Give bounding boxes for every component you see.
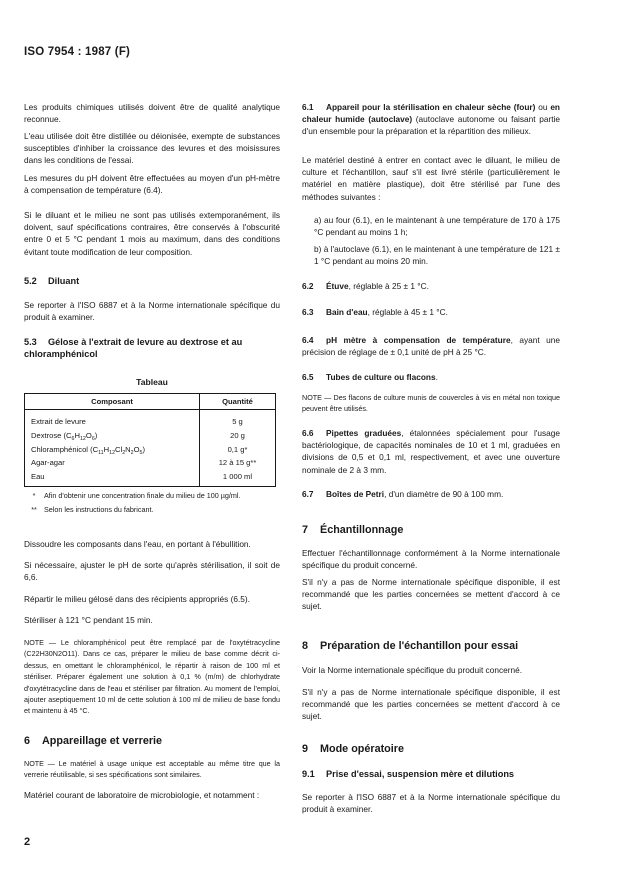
section-6-3: 6.3 Bain d'eau, réglable à 45 ± 1 °C. — [302, 307, 448, 317]
section-heading-9: 9 Mode opératoire — [302, 743, 404, 755]
table-cell: Extrait de levure — [25, 410, 200, 429]
table-header: Quantité — [200, 394, 276, 410]
section-6-4: 6.4 pH mètre à compensation de température, ayant une précision de réglage de ± 0,1 unité de pH à 25 °C. — [302, 335, 560, 358]
section-6-1: 6.1 Appareil pour la stérilisation en chaleur sèche (four) ou en chaleur humide (autoclave) (autoclave autonome ou faisant partie d'un ensemble pour la préparation et la répartition des milieux. — [302, 102, 560, 137]
table-cell: Chloramphénicol $(C_{11}H_{12}Cl_2N_2O_5)$ — [25, 443, 200, 457]
table-row — [25, 443, 276, 457]
composition-table-wrap — [24, 393, 280, 487]
document-header: ISO 7954 : 1987 (F) — [24, 46, 131, 58]
paragraph: S'il n'y a pas de Norme internationale spécifique disponible, il est recommandé que les parties concernées se mettent d'accord à ce sujet. — [302, 687, 560, 722]
section-6-6: 6.6 Pipettes graduées, étalonnées spécialement pour l'usage bactériologique, de capacités nominales de 10 et 1 ml, graduées en divisions de 0,5 et 0,1 ml, respectivement, et avec une ouverture nominale de 2 à 3 mm. — [302, 428, 560, 475]
paragraph: Stériliser à 121 °C pendant 15 min. — [24, 615, 153, 625]
list-item: b) à l'autoclave (6.1), en le maintenant à une température de 121 ± 1 °C pendant au moins 20 min. — [314, 244, 560, 267]
paragraph: Si le diluant et le milieu ne sont pas utilisés extemporanément, ils doivent, sauf spécifications contraires, être conservés à l'obscurité entre 0 et 5 °C pendant 1 mois au maximum, dans des conditions évitant toute modification de leur composition. — [24, 210, 280, 257]
paragraph: Effectuer l'échantillonnage conformément à la Norme internationale spécifique du produit concerné. — [302, 548, 560, 571]
footnote: ** Selon les instructions du fabricant. — [31, 504, 154, 514]
section-heading-7: 7 Échantillonnage — [302, 524, 404, 536]
table-header: Composant — [25, 394, 200, 410]
footnote: * Afin d'obtenir une concentration finale du milieu de 100 µg/ml. — [32, 491, 241, 500]
paragraph: Se reporter à l'ISO 6887 et à la Norme internationale spécifique du produit à examiner. — [24, 300, 280, 323]
note-6-5: NOTE — Des flacons de culture munis de couvercles à vis en métal non toxique peuvent être utilisés. — [302, 393, 560, 414]
paragraph: Les produits chimiques utilisés doivent être de qualité analytique reconnue. — [24, 102, 280, 125]
table-cell: 0,1 g* — [227, 444, 248, 454]
paragraph: Se reporter à l'ISO 6887 et à la Norme internationale spécifique du produit à examiner. — [302, 792, 560, 815]
section-heading-5-2: 5.2 Diluant — [24, 276, 80, 286]
table-title: Tableau — [136, 377, 168, 387]
section-heading-9-1: 9.1 Prise d'essai, suspension mère et dilutions — [302, 769, 515, 779]
table-cell: 20 g — [230, 430, 245, 440]
table-cell: 12 à 15 g** — [218, 458, 257, 468]
composition-table — [24, 393, 276, 487]
table-cell: 1 000 ml — [222, 472, 253, 482]
note-6: NOTE — Le matériel à usage unique est acceptable au même titre que la verrerie réutilisable, si ses spécifications sont similaires. — [24, 759, 280, 780]
paragraph: Les mesures du pH doivent être effectuées au moyen d'un pH-mètre à compensation de température (6.4). — [24, 173, 280, 196]
paragraph: Répartir le milieu gélosé dans des récipients appropriés (6.5). — [24, 594, 250, 604]
table-cell: Agar-agar — [25, 456, 200, 470]
section-6-7: 6.7 Boîtes de Petri, d'un diamètre de 90 à 100 mm. — [302, 489, 504, 499]
paragraph: Si nécessaire, ajuster le pH de sorte qu'après stérilisation, il soit de 6,6. — [24, 560, 280, 583]
table-row — [25, 456, 276, 470]
section-heading-5-3: 5.3 Gélose à l'extrait de levure au dextrose et au chloramphénicol — [24, 337, 243, 359]
table-cell: 5 g — [232, 417, 243, 426]
paragraph: L'eau utilisée doit être distillée ou déionisée, exempte de substances susceptibles d'inhiber la croissance des levures et des moisissures dans les conditions de l'essai. — [24, 131, 280, 166]
section-6-2: 6.2 Étuve, réglable à 25 ± 1 °C. — [302, 281, 429, 291]
table-row — [25, 429, 276, 443]
section-heading-6: 6 Appareillage et verrerie — [24, 735, 163, 747]
section-heading-8: 8 Préparation de l'échantillon pour essai — [302, 640, 519, 652]
table-cell: Dextrose $(C_6H_{12}O_6)$ — [25, 429, 200, 443]
table-row — [25, 410, 276, 429]
page-number: 2 — [24, 836, 31, 848]
note-5-3: NOTE — Le chloramphénicol peut être remplacé par de l'oxytétracycline (C22H30N2O11). Dans ce cas, préparer le milieu de base comme décrit ci-dessus, en omettant le chloramphénicol, le répartir à raison de 100 ml et stériliser. Préparer également une solution à 0,1 % (m/m) de chlorhydrate d'oxytétracycline dans de l'eau et stériliser par filtration. Au moment de l'emploi, ajouter aseptiquement 10 ml de cette solution à 100 ml de milieu de base fondu et maintenu à 45 °C. — [24, 638, 280, 716]
paragraph: Le matériel destiné à entrer en contact avec le diluant, le milieu de culture et l'échantillon, sauf s'il est livré stérile (particulièrement le matériel en matière plastique), doit être stérilisé par l'une des méthodes suivantes : — [302, 155, 560, 202]
section-6-5: 6.5 Tubes de culture ou flacons. — [302, 372, 438, 382]
paragraph: Voir la Norme internationale spécifique du produit concerné. — [302, 665, 522, 675]
list-item: a) au four (6.1), en le maintenant à une température de 170 à 175 °C pendant au moins 1 h; — [314, 215, 560, 238]
paragraph: Dissoudre les composants dans l'eau, en portant à l'ébullition. — [24, 539, 251, 549]
table-row — [25, 470, 276, 486]
paragraph: S'il n'y a pas de Norme internationale spécifique disponible, il est recommandé que les parties concernées se mettent d'accord à ce sujet. — [302, 577, 560, 612]
paragraph: Matériel courant de laboratoire de microbiologie, et notamment : — [24, 790, 260, 800]
table-footnotes — [24, 490, 280, 515]
table-cell: Eau — [25, 470, 200, 486]
